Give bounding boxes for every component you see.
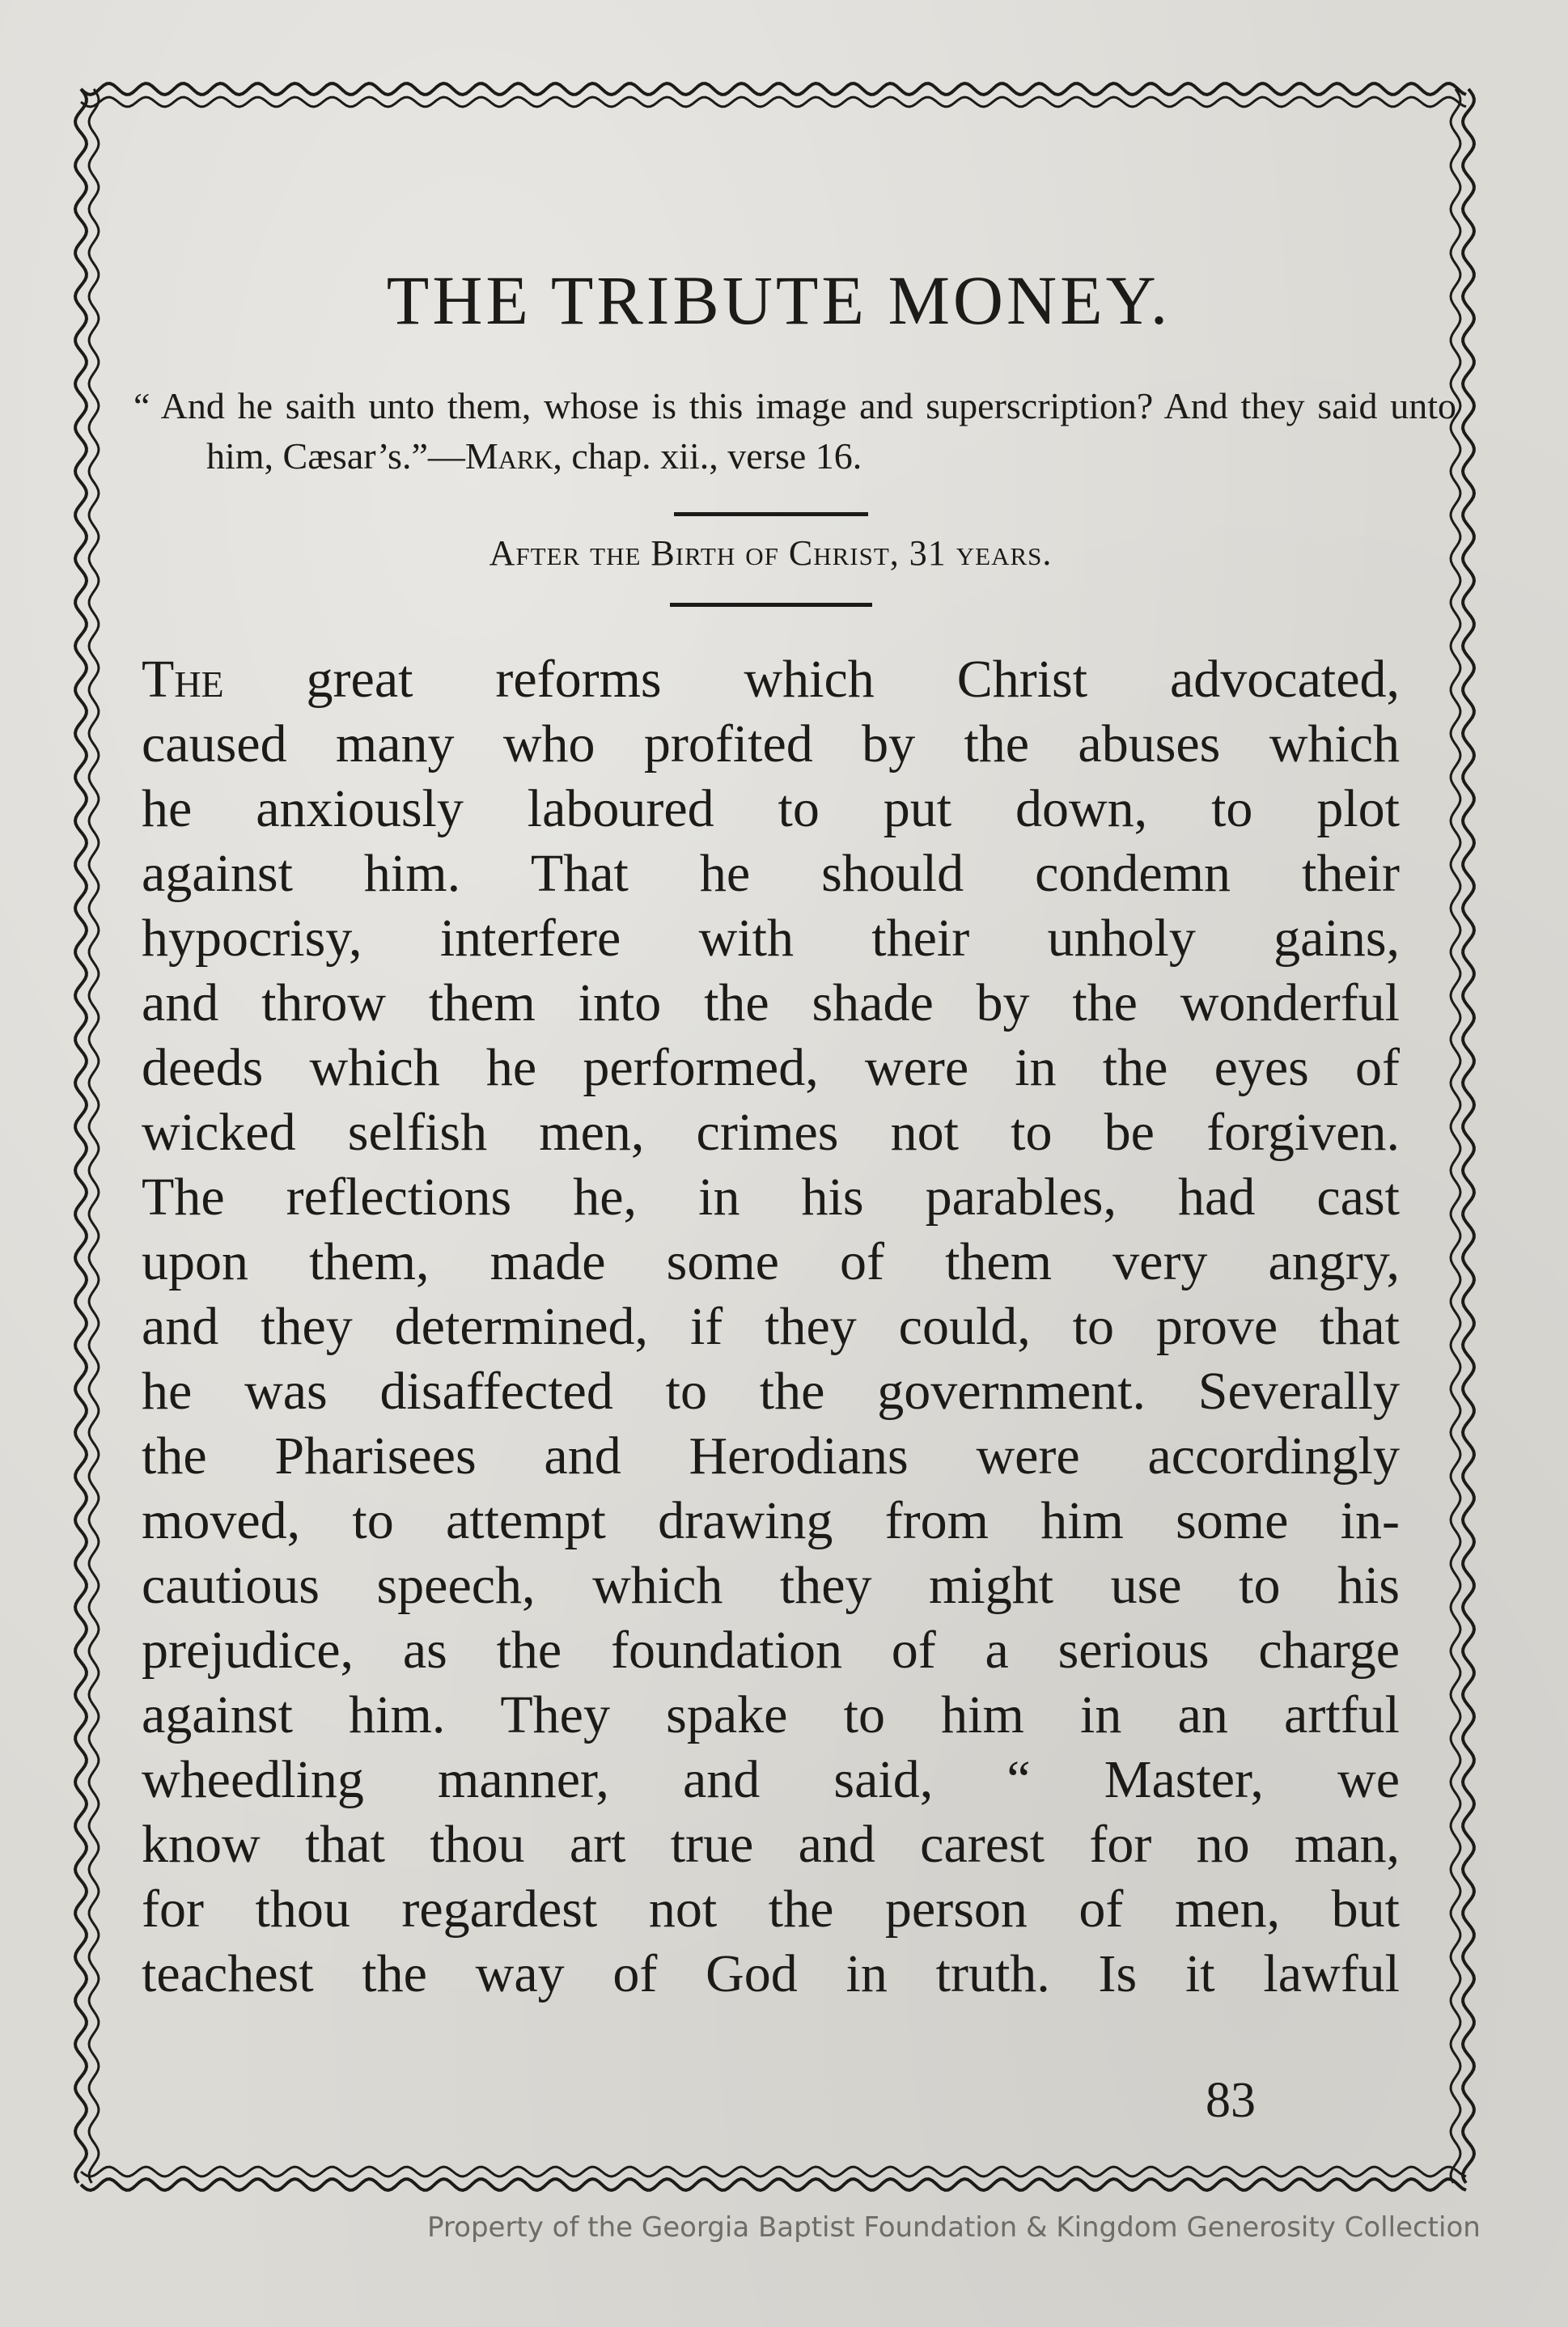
body-line-5: and throw them into the shade by the wonderful [142,973,1400,1032]
divider-rule-top [674,512,868,516]
body-line-11: he was disaffected to the government. Severally [142,1361,1400,1421]
body-line-13: moved, to attempt drawing from him some in- [142,1490,1400,1550]
body-line-1: caused many who profited by the abuses which [142,714,1400,774]
body-line-0-text: great reforms which Christ advocated, [223,649,1400,709]
body-line-9: upon them, made some of them very angry, [142,1231,1400,1291]
page-number: 83 [1206,2073,1256,2128]
body-line-19: for thou regardest not the person of men, but [142,1879,1400,1939]
divider-rule-bottom [670,603,872,607]
epigraph-quote [133,381,1456,481]
page-content [133,243,1456,2007]
body-first-word: The [142,649,224,709]
date-line: After the Birth of Christ, 31 years. [489,532,1053,573]
body-line-10: and they determined, if they could, to prove that [142,1296,1400,1356]
body-line-4: hypocrisy, interfere with their unholy gains, [142,908,1400,968]
body-line-14: cautious speech, which they might use to his [142,1555,1400,1615]
body-text [142,647,1400,2007]
body-line-15: prejudice, as the foundation of a serious charge [142,1620,1400,1680]
body-line-3: against him. That he should condemn their [142,843,1400,903]
epigraph-text: “ And he saith unto them, whose is this image and superscription? And they said unto him, Cæsar’s.”— [133,384,1456,477]
body-line-12: the Pharisees and Herodians were accordingly [142,1426,1400,1486]
chapter-title: THE TRIBUTE MONEY. [386,261,1172,339]
epigraph-reference-rest: , chap. xii., verse 16. [553,434,862,477]
body-line-20: teachest the way of God in truth. Is it lawful [142,1943,1400,2003]
epigraph-reference-author: Mark [464,434,553,477]
collection-watermark: Property of the Georgia Baptist Foundation & Kingdom Generosity Collection [427,2211,1481,2244]
body-line-16: against him. They spake to him in an artful [142,1685,1400,1744]
body-line-17: wheedling manner, and said, “ Master, we [142,1749,1400,1809]
body-line-18: know that thou art true and carest for no man, [142,1814,1400,1874]
body-line-8: The reflections he, in his parables, had cast [142,1167,1400,1227]
body-line-7: wicked selfish men, crimes not to be forgiven. [142,1102,1400,1162]
body-line-6: deeds which he performed, were in the eyes of [142,1037,1400,1097]
body-line-0 [142,647,1400,712]
body-line-2: he anxiously laboured to put down, to plot [142,778,1400,838]
